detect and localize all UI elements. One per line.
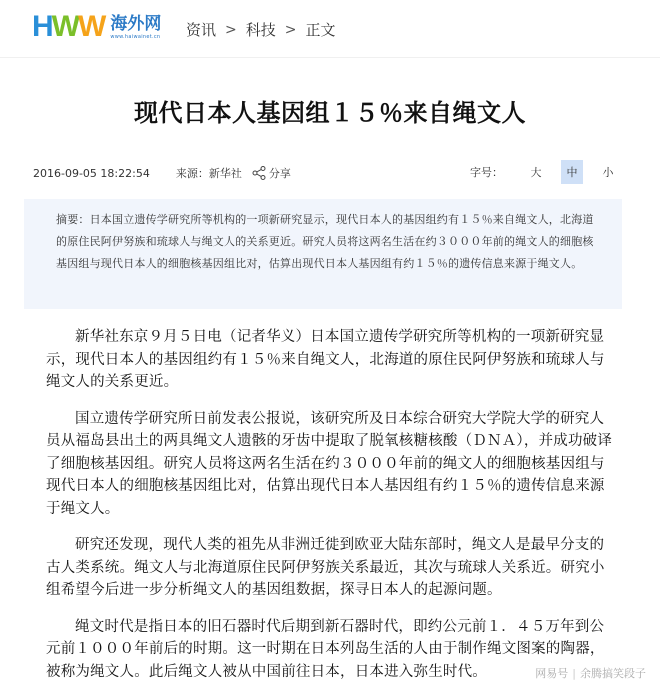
breadcrumb-item-news[interactable]: 资讯: [186, 21, 217, 39]
site-header: [0, 0, 660, 58]
article-paragraph: 绳文时代是指日本的旧石器时代后期到新石器时代，即约公元前１．４５万年到公元前１０００年前后的时期。这一时期在日本列岛生活的人由于制作绳文图案的陶器，被称为绳文人。此后绳文人被从中国前往日本，日本进入弥生时代。: [46, 618, 605, 680]
article-summary: 摘要：日本国立遗传学研究所等机构的一项新研究显示，现代日本人的基因组约有１５％来自绳文人，北海道的原住民阿伊努族和琉球人与绳文人的关系更近。研究人员将这两名生活在约３０００年前的绳文人的细胞核基因组与现代日本人的细胞核基因组比对，估算出现代日本人基因组有约１５％的遗传信息来源于绳文人。: [24, 199, 622, 309]
breadcrumb-separator: >: [284, 21, 297, 38]
article-meta: [33, 165, 291, 181]
publish-datetime: 2016-09-05 18:22:54: [33, 166, 150, 180]
font-size-label: 字号：: [470, 166, 503, 179]
breadcrumb-item-current: 正文: [305, 21, 336, 39]
article-paragraph: 研究还发现，现代人类的祖先从非洲迁徙到欧亚大陆东部时，绳文人是最早分支的古人类系统。绳文人与北海道原住民阿伊努族关系最近，其次与琉球人关系近。研究小组希望今后进一步分析绳文人的基因组数据，探寻日本人的起源问题。: [46, 537, 605, 598]
watermark-separator: |: [572, 666, 576, 680]
font-size-large[interactable]: 大: [530, 166, 542, 179]
article-title: 现代日本人基因组１５％来自绳文人: [134, 99, 526, 127]
article-paragraph: 国立遗传学研究所日前发表公报说，该研究所及日本综合研究大学院大学的研究人员从福岛县出土的两具绳文人遗骸的牙齿中提取了脱氧核糖核酸（ＤＮＡ），并成功破译了细胞核基因组。研究人员将这两名生活在约３０００年前的绳文人的细胞核基因组与现代日本人的细胞核基因组比对，估算出现代日本人基因组有约１５％的遗传信息来源于绳文人。: [46, 410, 613, 517]
logo-hww: HWW: [32, 10, 105, 43]
logo-text: 海外网 www.haiwainet.cn: [110, 13, 162, 40]
breadcrumb-separator: >: [225, 21, 237, 38]
watermark-account: 余腾搞笑段子: [580, 667, 646, 680]
breadcrumb-item-tech[interactable]: 科技: [245, 21, 276, 39]
share-button[interactable]: 分享: [252, 165, 291, 181]
article-body: [46, 326, 616, 684]
breadcrumb: [186, 19, 336, 40]
site-logo[interactable]: [32, 12, 161, 42]
font-size-selector: [470, 159, 633, 185]
watermark: [535, 665, 646, 681]
share-icon: [252, 166, 266, 180]
article-source: 来源：新华社: [175, 167, 242, 180]
watermark-platform: 网易号: [535, 667, 569, 680]
article-paragraph: 新华社东京９月５日电（记者华义）日本国立遗传学研究所等机构的一项新研究显示，现代日本人的基因组约有１５％来自绳文人，北海道的原住民阿伊努族和琉球人与绳文人的关系更近。: [46, 329, 605, 390]
font-size-medium[interactable]: 中: [561, 160, 583, 184]
font-size-small[interactable]: 小: [602, 166, 614, 179]
